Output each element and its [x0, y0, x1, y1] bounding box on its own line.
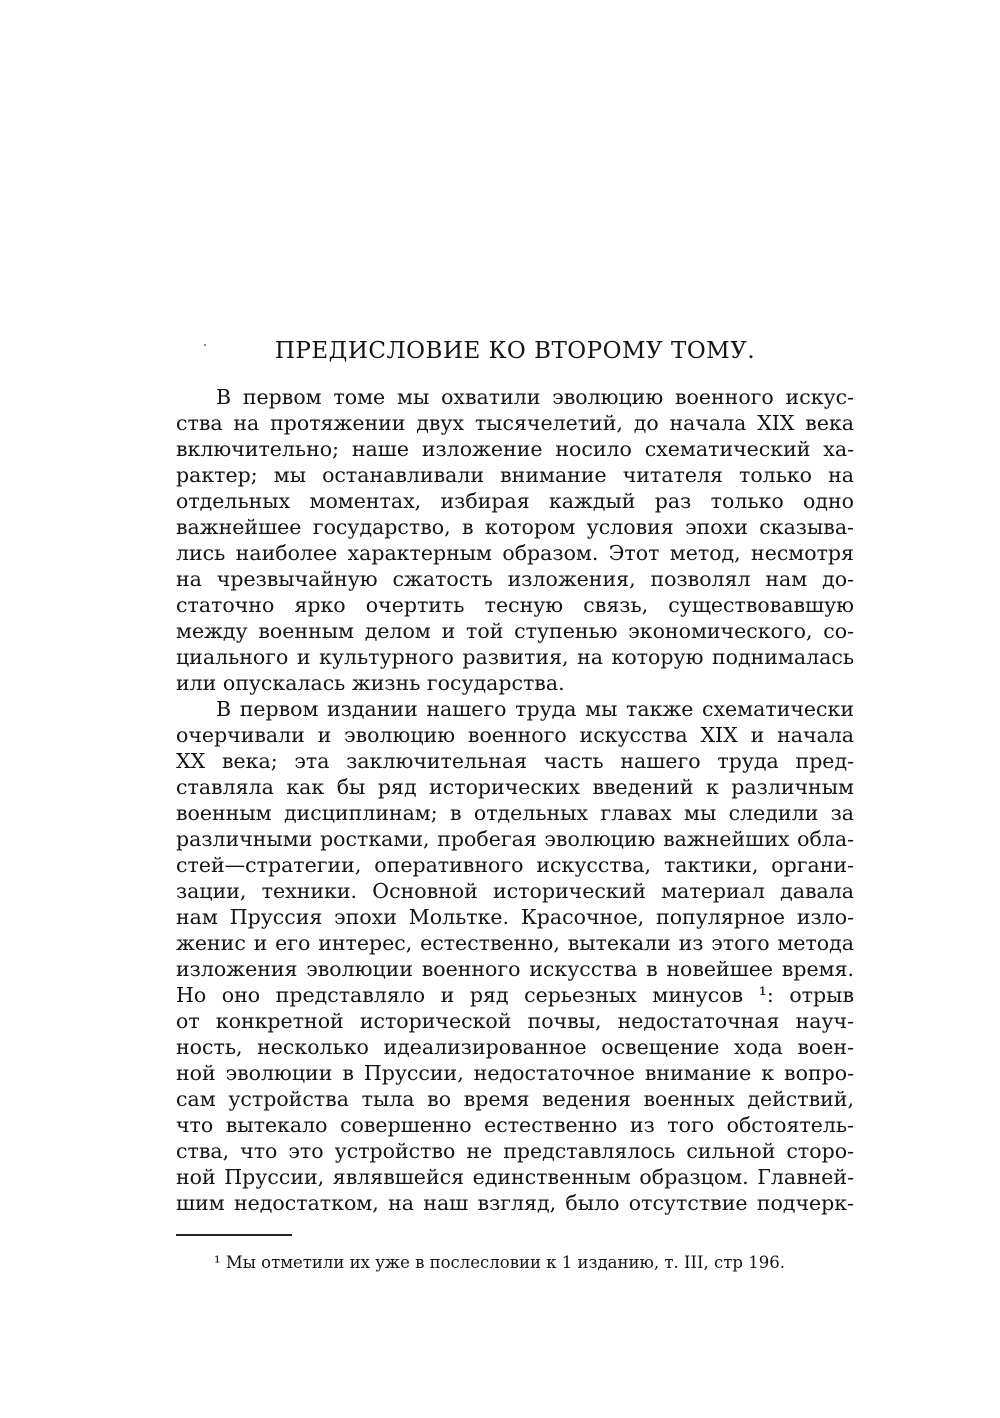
text-line: ной эволюции в Пруссии, недостаточное внимание к вопро-	[176, 1061, 854, 1085]
text-line: от конкретной исторической почвы, недостаточная науч-	[176, 1009, 854, 1033]
footnote: ¹ Мы отметили их уже в послесловии к 1 изданию, т. III, стр 196.	[214, 1253, 785, 1272]
text-line: ства на протяжении двух тысячелетий, до начала XIX века	[176, 411, 854, 435]
text-line: изложения эволюции военного искусства в новейшее время.	[176, 957, 854, 981]
text-line: ной Пруссии, являвшейся единственным образцом. Главней-	[176, 1165, 854, 1189]
text-line: Но оно представляло и ряд серьезных минусов ¹: отрыв	[176, 983, 854, 1007]
text-line: женис и его интерес, естественно, вытекали из этого метода	[176, 931, 854, 955]
text-line: отдельных моментах, избирая каждый раз только одно	[176, 489, 854, 513]
text-line: на чрезвычайную сжатость изложения, позволял нам до-	[176, 567, 854, 591]
text-line: очерчивали и эволюцию военного искусства XIX и начала	[176, 723, 854, 747]
text-line: ность, несколько идеализированное освещение хода воен-	[176, 1035, 854, 1059]
text-line: В первом томе мы охватили эволюцию военного искус-	[216, 385, 854, 409]
text-line: ставляла как бы ряд исторических введений к различным	[176, 775, 854, 799]
text-line: различными ростками, пробегая эволюцию важнейших обла-	[176, 827, 854, 851]
text-line: ства, что это устройство не представлялось сильной сторо-	[176, 1139, 854, 1163]
text-line: сам устройства тыла во время ведения военных действий,	[176, 1087, 854, 1111]
text-line: между военным делом и той ступенью экономического, со-	[176, 619, 854, 643]
text-line: рактер; мы останавливали внимание читателя только на	[176, 463, 854, 487]
chapter-title: ПРЕДИСЛОВИЕ КО ВТОРОМУ ТОМУ.	[274, 338, 756, 364]
text-line: стей—стратегии, оперативного искусства, тактики, органи-	[176, 853, 854, 877]
text-line: XX века; эта заключительная часть нашего труда пред-	[176, 749, 854, 773]
text-line: лись наиболее характерным образом. Этот метод, несмотря	[176, 541, 854, 565]
text-line: что вытекало совершенно естественно из того обстоятель-	[176, 1113, 854, 1137]
text-line: зации, техники. Основной исторический материал давала	[176, 879, 854, 903]
text-line: нам Пруссия эпохи Мольтке. Красочное, популярное изло-	[176, 905, 854, 929]
text-line: важнейшее государство, в котором условия эпохи сказыва-	[176, 515, 854, 539]
text-line: статочно ярко очертить тесную связь, существовавшую	[176, 593, 854, 617]
footnote-divider	[176, 1234, 292, 1236]
text-line: циального и культурного развития, на которую поднималась	[176, 645, 854, 669]
text-line: включительно; наше изложение носило схематический ха-	[176, 437, 854, 461]
text-line: или опускалась жизнь государства.	[176, 671, 565, 695]
body-text	[176, 384, 854, 1216]
text-line: военным дисциплинам; в отдельных главах мы следили за	[176, 801, 854, 825]
text-line: шим недостатком, на наш взгляд, было отсутствие подчерк-	[176, 1191, 854, 1215]
text-line: В первом издании нашего труда мы также схематически	[216, 697, 854, 721]
